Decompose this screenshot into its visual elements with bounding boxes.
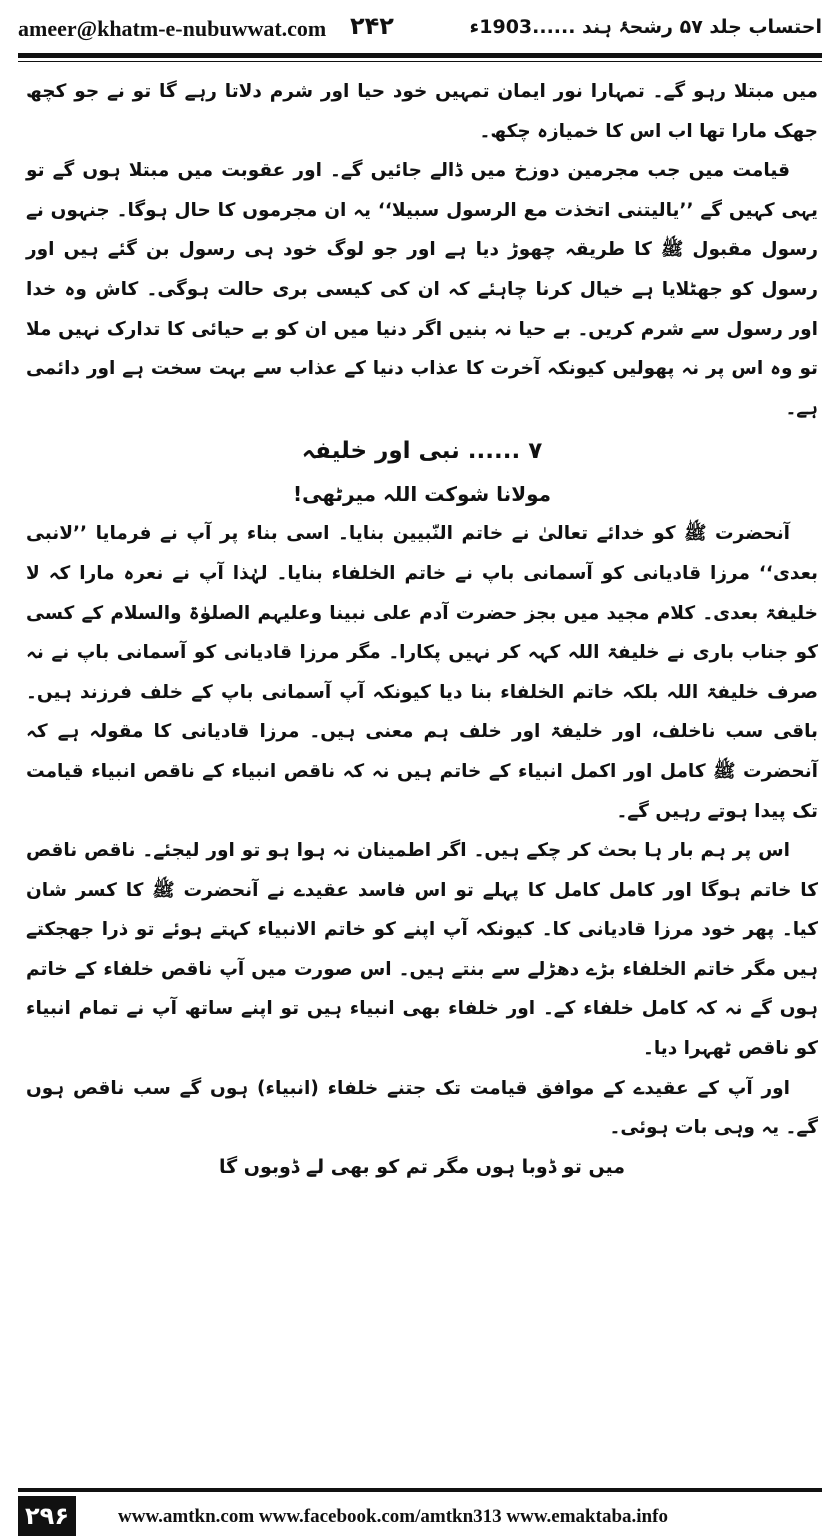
section-author: مولانا شوکت اللہ میرٹھی! — [292, 482, 552, 507]
footer-page-number: ۲۹۶ — [18, 1496, 76, 1536]
verse-line: میں تو ڈوبا ہوں مگر تم کو بھی لے ڈوبوں گا — [218, 1155, 626, 1178]
running-title: احتساب جلد ۵۷ رشحۂ ہند ......1903ء — [469, 16, 822, 38]
footer-rule — [18, 1488, 822, 1492]
header-rule — [18, 53, 822, 58]
footer-links: www.amtkn.com www.facebook.com/amtkn313 www.emaktaba.info — [118, 1506, 668, 1527]
section-heading: ۷ ...... نبی اور خلیفہ — [301, 438, 543, 465]
header-rule-thin — [18, 61, 822, 62]
page-body — [26, 72, 818, 1187]
paragraph: قیامت میں جب مجرمین دوزخ میں ڈالے جائیں گے۔ اور عقوبت میں مبتلا ہوں گے تو یہی کہیں گے ’’یالیتنی اتخذت مع الرسول سبیلا‘‘ یہ ان مجرموں کا حال ہوگا۔ جنہوں نے رسول مقبول ﷺ کا طریقہ چھوڑ دیا ہے اور جو لوگ خود ہی رسول بن گئے ہیں اور رسول کو جھٹلایا ہے خیال کرنا چاہئے کہ ان کی کیسی بری حالت ہوگی۔ کاش وہ خدا اور رسول سے شرم کریں۔ بے حیا نہ بنیں اگر دنیا میں ان کو بے حیائی کا تدارک نہیں ملا تو وہ اس پر نہ پھولیں کیونکہ آخرت کا عذاب دنیا کے عذاب سے بہت سخت ہے اور دائمی ہے۔ — [26, 160, 818, 419]
paragraph: آنحضرت ﷺ کو خدائے تعالیٰ نے خاتم النّبیین بنایا۔ اسی بناء پر آپ نے فرمایا ’’لانبی بعدی‘‘ مرزا قادیانی کو آسمانی باپ نے خاتم الخلفاء بنایا۔ لہٰذا آپ نے نعرہ مارا کہ لا خلیفۃ بعدی۔ کلام مجید میں بجز حضرت آدم علی نبینا وعلیہم الصلوٰۃ والسلام کے کسی کو جناب باری نے خلیفۃ اللہ کہہ کر نہیں پکارا۔ مگر مرزا قادیانی کو آسمانی باپ نے نہ صرف خلیفۃ اللہ بلکہ خاتم الخلفاء بنا دیا کیونکہ آپ آسمانی باپ کے خلف فرزند ہیں۔ باقی سب ناخلف، اور خلیفۃ اور خلف ہم معنی ہیں۔ مرزا قادیانی کا مقولہ ہے کہ آنحضرت ﷺ کامل اور اکمل انبیاء کے خاتم ہیں نہ کہ ناقص انبیاء کے ناقص انبیاء قیامت تک پیدا ہوتے رہیں گے۔ — [26, 523, 818, 822]
paragraph: اور آپ کے عقیدے کے موافق قیامت تک جتنے خلفاء (انبیاء) ہوں گے سب ناقص ہوں گے۔ یہ وہی بات ہوئی۔ — [26, 1077, 818, 1139]
paragraph: اس پر ہم بار ہا بحث کر چکے ہیں۔ اگر اطمینان نہ ہوا ہو تو اور لیجئے۔ ناقص ناقص کا خاتم ہوگا اور کامل کامل کا پہلے تو اس فاسد عقیدے نے آنحضرت ﷺ کا کسر شان کیا۔ پھر خود مرزا قادیانی کا۔ کیونکہ آپ اپنے کو خاتم الانبیاء کہتے ہوئے تو ذرا جھجکتے ہیں مگر خاتم الخلفاء بڑے دھڑلے سے بنتے ہیں۔ اس صورت میں آپ ناقص خلفاء کے خاتم ہوں گے نہ کہ کامل خلفاء کے۔ اور خلفاء بھی انبیاء ہیں تو اپنے ساتھ آپ نے تمام انبیاء کو ناقص ٹھہرا دیا۔ — [26, 840, 818, 1060]
header-email: ameer@khatm-e-nubuwwat.com — [18, 16, 327, 41]
page-footer — [0, 1482, 840, 1540]
header-page-number: ۲۴۲ — [350, 12, 394, 40]
page-header — [18, 10, 822, 50]
paragraph: میں مبتلا رہو گے۔ تمہارا نور ایمان تمہیں خود حیا اور شرم دلاتا رہے گا تو نے جو کچھ جھک مارا تھا اب اس کا خمیازہ چکھ۔ — [26, 81, 818, 142]
